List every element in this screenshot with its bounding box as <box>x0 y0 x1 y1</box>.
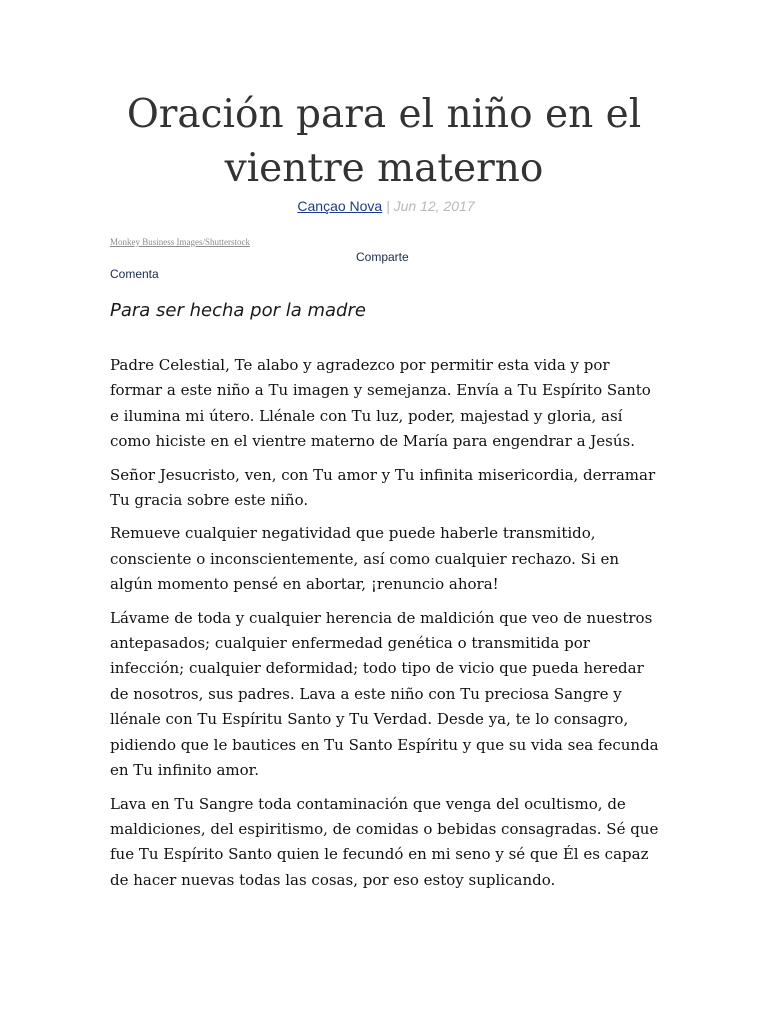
article-body <box>110 353 662 901</box>
image-credit-link[interactable]: Monkey Business Images/Shutterstock <box>110 237 250 247</box>
body-paragraph: Lávame de toda y cualquier herencia de maldición que veo de nuestros antepasados; cualquier enfermedad genética o transmitida por infección; cualquier deformidad; todo tipo de vicio que pueda heredar de nosotros, sus padres. Lava a este niño con Tu preciosa Sangre y llénale con Tu Espíritu Santo y Tu Verdad. Desde ya, te lo consagro, pidiendo que le bautices en Tu Santo Espíritu y que su vida sea fecunda en Tu infinito amor. <box>110 608 659 780</box>
share-link[interactable]: Comparte <box>356 250 409 264</box>
publish-date: Jun 12, 2017 <box>393 198 475 214</box>
byline-separator: | <box>386 198 390 214</box>
body-paragraph: Lava en Tu Sangre toda contaminación que venga del ocultismo, de maldiciones, del espiritismo, de comidas o bebidas consagradas. Sé que fue Tu Espírito Santo quien le fecundó en mi seno y sé que Él es capaz de hacer nuevas todas las cosas, por eso estoy suplicando. <box>110 794 659 889</box>
byline <box>0 197 768 215</box>
author-link[interactable]: Cançao Nova <box>297 198 383 214</box>
body-paragraph: Remueve cualquier negatividad que puede haberle transmitido, consciente o inconscientemente, así como cualquier rechazo. Si en algún momento pensé en abortar, ¡renuncio ahora! <box>110 524 620 594</box>
article-subtitle: Para ser hecha por la madre <box>110 300 366 321</box>
article-title: Oración para el niño en el vientre materno <box>126 92 642 191</box>
comment-link[interactable]: Comenta <box>110 267 159 281</box>
body-paragraph: Padre Celestial, Te alabo y agradezco por permitir esta vida y por formar a este niño a Tu imagen y semejanza. Envía a Tu Espírito Santo e ilumina mi útero. Llénale con Tu luz, poder, majestad y gloria, así como hiciste en el vientre materno de María para engendrar a Jesús. <box>110 356 651 451</box>
body-paragraph: Señor Jesucristo, ven, con Tu amor y Tu infinita misericordia, derramar Tu gracia sobre este niño. <box>110 465 656 510</box>
